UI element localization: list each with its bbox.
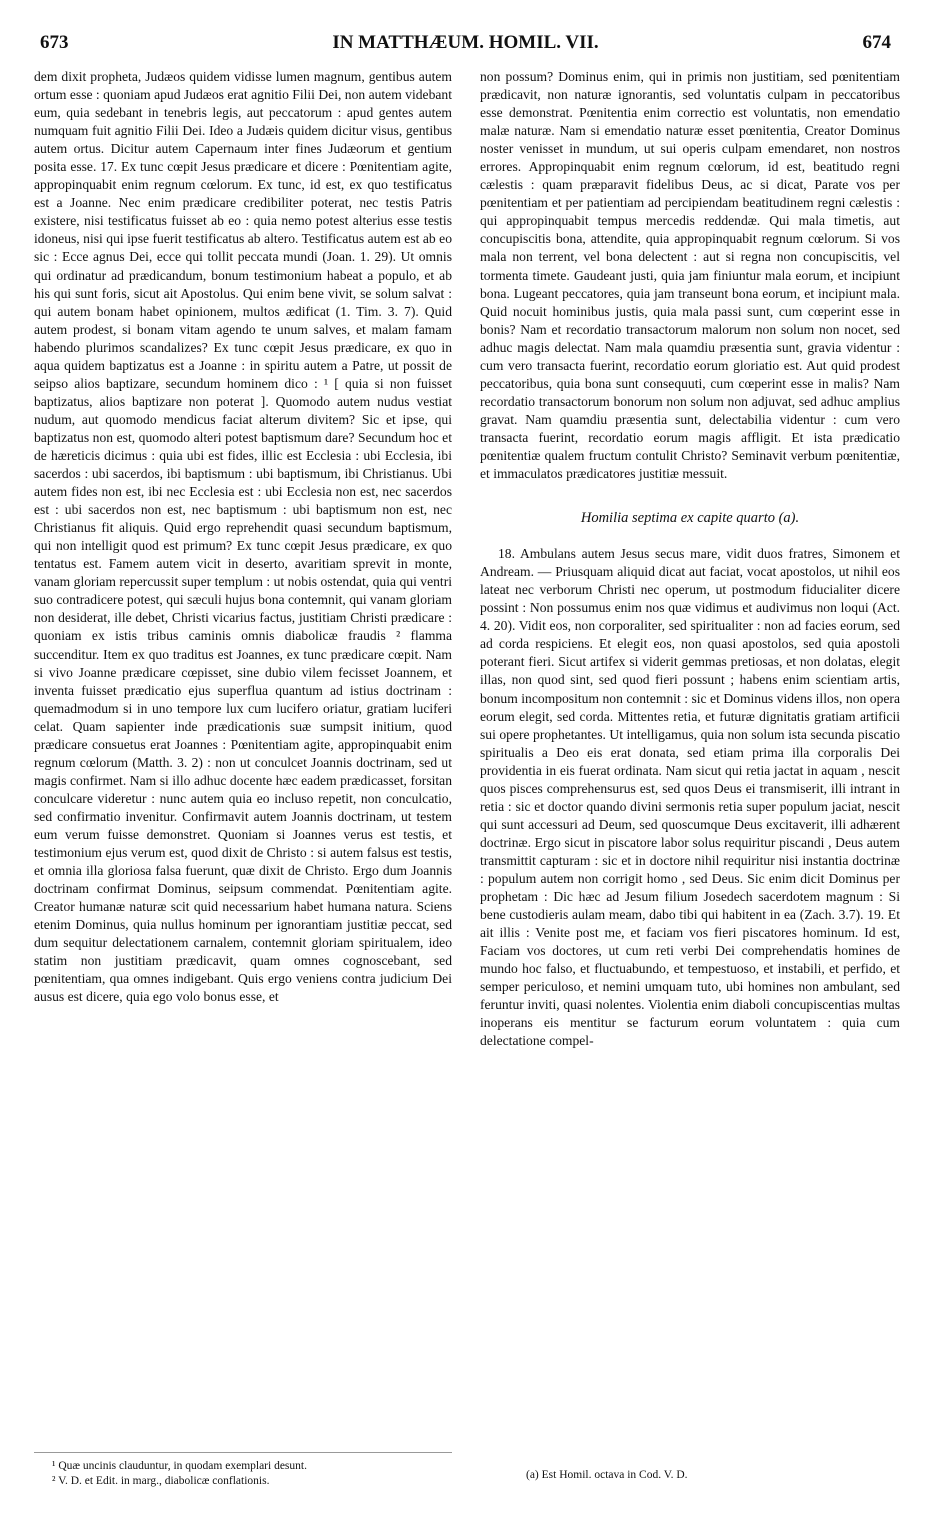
- right-column-text: non possum? Dominus enim, qui in primis non justitiam, sed pœnitentiam prædicavit, non naturæ ignorantis, sed voluntatis culpam in peccatoribus esse demonstrat. Pœnitentia enim correctio est voluntatis, non emendatio malæ naturæ. Nam si emendatio naturæ esset pœnitentia, Creator Dominus noster venisset in mundum, ut sui operis culpam emendaret, non nostros errores. Appropinquabit enim regnum cœlorum, id est, beatitudo regni cælestis : quam præparavit fidelibus Deus, ac si dicat, Parate vos per pœnitentiam et per patientiam ad percipiendam beatitudinem regni cælestis : qui appropinquabit tempus mercedis reddendæ. Qui mala timetis, aut concupiscitis bona, attendite, quia appropinquabit regnum cœlorum. Si vos mala non terrent, vel bona delectent : aut si regna non concupiscitis, vel tormenta timete. Gaudeant justi, quia jam finiuntur mala eorum, et incipiunt bona. Lugeant peccatores, quia jam transeunt bona eorum, et incipiunt mala. Quid nocuit hominibus justis, quia mala passi sunt, cum cœperint esse in bonis? Nam et recordatio transactorum malorum non solum non nocet, sed adhuc magis delectat. Nam mala quamdiu præsentia sunt, gravia videntur : cum vero transacta fuerint, recordatio eorum gloriatio est. Aut quid prodest peccatoribus, quia bona sunt consequuti, cum cœperint esse in malis? Nam recordatio transactorum bonorum non solum non adjuvat, sed adhuc amplius gravat. Nam quamdiu præsentia sunt, delectabilia videntur : cum vero transacta fuerint, recordatio eorum magis affligit. Et ista prædicatio pœnitentiæ qualem fructum contulit Christo? Seminavit verbum pœnitentiæ, et immaculatos prædicatores justitiæ messuit.: [480, 69, 900, 482]
- homily-heading: Homilia septima ex capite quarto (a).: [580, 510, 800, 527]
- page-number-right: 674: [862, 32, 891, 53]
- footnotes-right: [480, 1468, 900, 1483]
- footnote-2: ² V. D. et Edit. in marg., diabolicæ conflationis.: [52, 1475, 270, 1487]
- running-title: IN MATTHÆUM. HOMIL. VII.: [332, 32, 599, 53]
- right-column: [480, 68, 900, 1050]
- footnotes-left: [34, 1452, 452, 1489]
- footnote-a: (a) Est Homil. octava in Cod. V. D.: [526, 1469, 688, 1481]
- page-number-left: 673: [40, 32, 69, 53]
- page-header: [40, 32, 891, 60]
- right-column-text-2: 18. Ambulans autem Jesus secus mare, vidit duos fratres, Simonem et Andream. — Priusquam aliquid dicat aut faciat, vocat apostolos, ut nihil eos lateat nec verborum Christi nec operum, ut postmodum fiducialiter dicere possint : Non possumus enim nos quæ vidimus et audivimus non loqui (Act. 4. 20). Vidit eos, non corporaliter, sed spiritualiter : non ad facies eorum, sed ad corda respiciens. Et elegit eos, non quasi apostolos, sed quia apostoli poterant fieri. Sicut artifex si viderit gemmas pretiosas, et non dolatas, elegit illas, non quod sint, sed quod fieri possunt ; habens enim scientiam artis, bonum incompositum non contemnit : sic et Dominus videns illos, non opera eorum elegit, sed corda. Mittentes retia, et futuræ dignitatis gratiam artificii sui opere prophetantes. Ut intelligamus, quia non solum ista secunda piscatio spiritualis a Deo eis erat donata, sed etiam prima illa corporalis Dei providentia in eis fuerat ordinata. Nam sicut qui retia jactat in aquam , nescit quos pisces comprehensurus est, sed quos Deus ei transmiserit, illi intrant in retia : sic et doctor quando divini sermonis retia super populum jaciat, nescit qui sunt accessuri ad Deum, sed quoscumque Deus excitaverit, illi adhærent doctrinæ. Ergo sicut in piscatore labor solus requiritur piscandi , Deus autem transmittit capturam : sic et in doctore nihil requiritur nisi instantia doctrinæ : populum autem non corrigit homo , sed Deus. Sic enim dicit Dominus per prophetam : Dic hæc ad Jesum filium Josedech sacerdotem magnum : Si bene custodieris aulam meam, dabo tibi qui habitent in ea (Zach. 3.7). 19. Et ait illis : Venite post me, et faciam vos fieri piscatores hominum. Id est, Faciam vos doctores, ut cum reti verbi Dei comprehendatis homines de mundo hoc falso, et fluctuabundo, et tempestuoso, et instabili, et perfido, et semper periculoso, et nemini umquam tuto, ubi homines non ambulant, sed feruntur inviti, quasi nolentes. Violentia enim diaboli concupiscentias multas inoperans eis mentitur se facturum eorum voluntatem : quia cum delectatione compel-: [480, 546, 900, 1049]
- left-column-text: dem dixit propheta, Judæos quidem vidisse lumen magnum, gentibus autem ortum esse : quoniam apud Judæos erat agnitio Filii Dei, non autem videbant eum, quia sedebant in tenebris legis, aut peccatorum : apud gentes autem numquam fuit agnitio Filii Dei. Ideo a Judæis quidem dicitur visus, gentibus autem ortus. Dicitur autem Capernaum inter fines Judæorum et gentium posita esse. 17. Ex tunc cœpit Jesus prædicare et dicere : Pœnitentiam agite, appropinquabit enim regnum cœlorum. Ex tunc, id est, ex quo testificatus est a Joanne. Nec enim prædicare credibiliter poterat, nec testis Patris existere, nisi testificatus fuisset ab eo : quia nemo potest alterius esse testis idoneus, nisi qui ipse fuerit testificatus ab altero. Testificatus autem est ab eo sic : Ecce agnus Dei, ecce qui tollit peccata mundi (Joan. 1. 29). Ut omnis qui ordinatur ad prædicandum, bonum testimonium habeat a populo, et ab his qui sunt foris, sicut ait Apostolus. Qui enim bene vivit, se solum salvat : qui autem bonam habet opinionem, multos ædificat (1. Tim. 3. 7). Quid autem prodest, si bonam vitam agendo te unum salves, et malam famam habendo plurimos scandalizes? Ex tunc cœpit Jesus prædicare, ex quo in aqua quidem baptizatus est a Joanne : in spiritu autem a Patre, ut possit de seipso alios baptizare, secundum hominem dico : ¹ [ quia si non fuisset baptizatus, alios baptizare non poterat ]. Quomodo autem nudus vestiat nudum, aut quomodo mendicus faciat alterum divitem? Sic et ipse, qui baptizatus non est, quomodo alteri potest baptismum dare? Secundum hoc et de hæreticis dicimus : quia ubi est fides, illic est Ecclesia : ubi Ecclesia, ibi sacerdos : ubi sacerdos, ibi baptismum : ubi baptismum, ibi Christianus. Ubi autem fides non est, ibi nec Ecclesia est : ubi Ecclesia non est, nec sacerdos est : ubi sacerdos non est, nec baptismum : ubi baptismum non est, nec Christianus fit aliquis. Quid ergo reprehendit quasi secundum baptismum, qui non intelligit quod est primum? Ex tunc cœpit Jesus prædicare, ex quo tentatus est. Famem autem vicit in deserto, avaritiam sprevit in monte, vanam gloriam repercussit super templum : ut nobis ostendat, quia qui ventri suo contradicere potest, qui sæculi hujus bona contemnit, qui vanam gloriam non desiderat, ille debet, Christi vicarius factus, justitiam Christi prædicare : quoniam ex istis tribus caminis omnis diabolicæ fraudis ² flamma succenditur. Item ex quo traditus est Joannes, ex tunc prædicare cœpit. Nam si vivo Joanne prædicare cœpisset, sine dubio vilem fecisset Joannem, et inventa fuisset prædicatio ejus superflua quantum ad istius doctrinam : quemadmodum si in uno tempore lux cum lucifero oriatur, gratiam luciferi celat. Quam sapienter inde prædicationis suæ sumpsit initium, quod prædicare consuetus erat Joannes : Pœnitentiam agite, appropinquabit enim regnum cœlorum (Matth. 3. 2) : non ut conculcet Joannis doctrinam, sed ut magis confirmet. Nam si illo adhuc docente hæc eadem prædicasset, forsitan conculcare videretur : nunc autem quia eo incluso repetit, non conculcatio, sed confirmatio invenitur. Confirmavit autem Joannis doctrinam, ut testem eum verum fuisse demonstret. Quoniam si Joannes verus est testis, et testimonium ejus verum est, quod dixit de Christo : si autem falsus est testis, et omnia illa gloriosa falsa fuerunt, quæ dixit de Christo. Ergo dum Joannis doctrinam confirmat Dominus, seipsum commendat. Pœnitentiam agite. Creator humanæ naturæ scit quid necessarium habet humana natura. Sciens etenim Dominus, quia nullus hominum per ignorantiam justitiæ peccat, sed dum sequitur delectationem carnalem, contemnit gloriam spiritualem, ideo statim non justitiam prædicavit, quam omnes cognoscebant, sed pœnitentiam, qua omnes indigebant. Quis ergo veniens contra judicium Dei ausus est dicere, quia ego volo bonus esse, et: [34, 69, 452, 1005]
- left-column: [34, 68, 452, 1006]
- footnote-1: ¹ Quæ uncinis clauduntur, in quodam exemplari desunt.: [52, 1460, 307, 1472]
